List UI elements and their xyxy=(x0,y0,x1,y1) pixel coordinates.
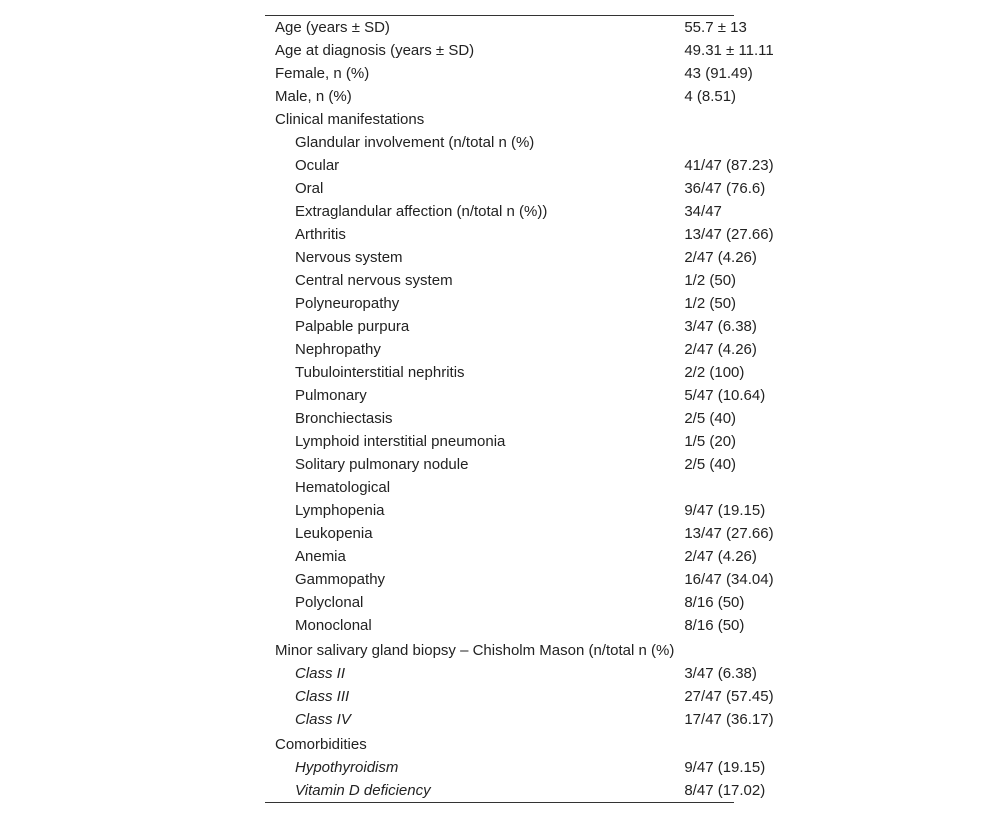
row-label: Female, n (%) xyxy=(275,65,370,82)
table-row xyxy=(265,637,774,662)
row-label: Nervous system xyxy=(295,249,403,266)
row-value: 9/47 (19.15) xyxy=(684,759,766,776)
row-label: Clinical manifestations xyxy=(275,111,425,128)
row-value: 36/47 (76.6) xyxy=(684,180,766,197)
row-value: 1/2 (50) xyxy=(684,272,737,289)
row-value: 4 (8.51) xyxy=(684,88,737,105)
row-label: Glandular involvement (n/total n (%) xyxy=(295,134,535,151)
table-row xyxy=(265,154,774,177)
row-value: 49.31 ± 11.11 xyxy=(684,42,774,59)
row-value xyxy=(674,131,773,154)
row-value: 16/47 (34.04) xyxy=(684,571,774,588)
row-label: Lymphopenia xyxy=(295,502,385,519)
table-row xyxy=(265,476,774,499)
table-row xyxy=(265,269,774,292)
row-label: Vitamin D deficiency xyxy=(295,782,431,799)
table-row xyxy=(265,292,774,315)
table-body xyxy=(265,16,774,802)
row-label: Extraglandular affection (n/total n (%)) xyxy=(295,203,548,220)
table-row xyxy=(265,568,774,591)
row-label: Solitary pulmonary nodule xyxy=(295,456,469,473)
row-label: Arthritis xyxy=(295,226,346,243)
row-label: Leukopenia xyxy=(295,525,373,542)
row-label: Ocular xyxy=(295,157,340,174)
row-value: 8/16 (50) xyxy=(684,617,745,634)
table-row xyxy=(265,131,774,154)
row-value xyxy=(674,108,773,131)
table-row xyxy=(265,246,774,269)
table-row xyxy=(265,708,774,731)
table-row xyxy=(265,85,774,108)
row-label: Palpable purpura xyxy=(295,318,410,335)
row-label: Lymphoid interstitial pneumonia xyxy=(295,433,506,450)
table-row xyxy=(265,430,774,453)
row-value: 34/47 xyxy=(684,203,722,220)
table-row xyxy=(265,499,774,522)
table-row xyxy=(265,16,774,39)
row-label: Class III xyxy=(295,688,350,705)
row-label: Gammopathy xyxy=(295,571,386,588)
row-label: Central nervous system xyxy=(295,272,453,289)
table-row xyxy=(265,685,774,708)
table-row xyxy=(265,453,774,476)
row-value: 2/47 (4.26) xyxy=(684,341,757,358)
row-value: 2/5 (40) xyxy=(684,410,737,427)
characteristics-table-container xyxy=(265,15,774,803)
row-value: 2/47 (4.26) xyxy=(684,249,757,266)
row-label: Anemia xyxy=(295,548,346,565)
row-value: 2/47 (4.26) xyxy=(684,548,757,565)
row-value: 2/5 (40) xyxy=(684,456,737,473)
row-value: 1/5 (20) xyxy=(684,433,737,450)
table-row xyxy=(265,338,774,361)
table-row xyxy=(265,614,774,637)
table-row xyxy=(265,545,774,568)
row-value: 3/47 (6.38) xyxy=(684,665,757,682)
table-row xyxy=(265,223,774,246)
table-row xyxy=(265,315,774,338)
row-value: 9/47 (19.15) xyxy=(684,502,766,519)
patient-characteristics-table xyxy=(265,16,774,802)
table-row xyxy=(265,384,774,407)
row-label: Class IV xyxy=(295,711,351,728)
row-value: 13/47 (27.66) xyxy=(684,226,774,243)
row-label: Polyclonal xyxy=(295,594,364,611)
row-value: 55.7 ± 13 xyxy=(684,19,747,36)
row-label: Polyneuropathy xyxy=(295,295,400,312)
row-value: 1/2 (50) xyxy=(684,295,737,312)
table-row xyxy=(265,39,774,62)
row-value: 41/47 (87.23) xyxy=(684,157,774,174)
table-row xyxy=(265,522,774,545)
row-value: 13/47 (27.66) xyxy=(684,525,774,542)
row-label: Nephropathy xyxy=(295,341,381,358)
row-value xyxy=(674,637,773,662)
table-row xyxy=(265,662,774,685)
table-row xyxy=(265,200,774,223)
row-label: Comorbidities xyxy=(275,736,367,753)
row-value: 5/47 (10.64) xyxy=(684,387,766,404)
row-label: Male, n (%) xyxy=(275,88,352,105)
row-value: 27/47 (57.45) xyxy=(684,688,774,705)
row-value: 3/47 (6.38) xyxy=(684,318,757,335)
row-value: 8/47 (17.02) xyxy=(684,782,766,799)
row-label: Age (years ± SD) xyxy=(275,19,390,36)
row-label: Hematological xyxy=(295,479,391,496)
row-label: Minor salivary gland biopsy – Chisholm Mason (n/total n (%) xyxy=(275,642,675,659)
row-label: Pulmonary xyxy=(295,387,367,404)
row-label: Class II xyxy=(295,665,346,682)
table-row xyxy=(265,108,774,131)
row-label: Bronchiectasis xyxy=(295,410,393,427)
table-row xyxy=(265,407,774,430)
row-label: Oral xyxy=(295,180,324,197)
row-label: Age at diagnosis (years ± SD) xyxy=(275,42,475,59)
row-label: Hypothyroidism xyxy=(295,759,399,776)
table-row xyxy=(265,731,774,756)
table-row xyxy=(265,591,774,614)
table-row xyxy=(265,756,774,779)
table-row xyxy=(265,177,774,200)
row-label: Monoclonal xyxy=(295,617,372,634)
row-value xyxy=(674,731,773,756)
row-label: Tubulointerstitial nephritis xyxy=(295,364,465,381)
row-value xyxy=(674,476,773,499)
table-row xyxy=(265,779,774,802)
row-value: 8/16 (50) xyxy=(684,594,745,611)
table-row xyxy=(265,62,774,85)
table-row xyxy=(265,361,774,384)
row-value: 43 (91.49) xyxy=(684,65,753,82)
row-value: 17/47 (36.17) xyxy=(684,711,774,728)
row-value: 2/2 (100) xyxy=(684,364,745,381)
